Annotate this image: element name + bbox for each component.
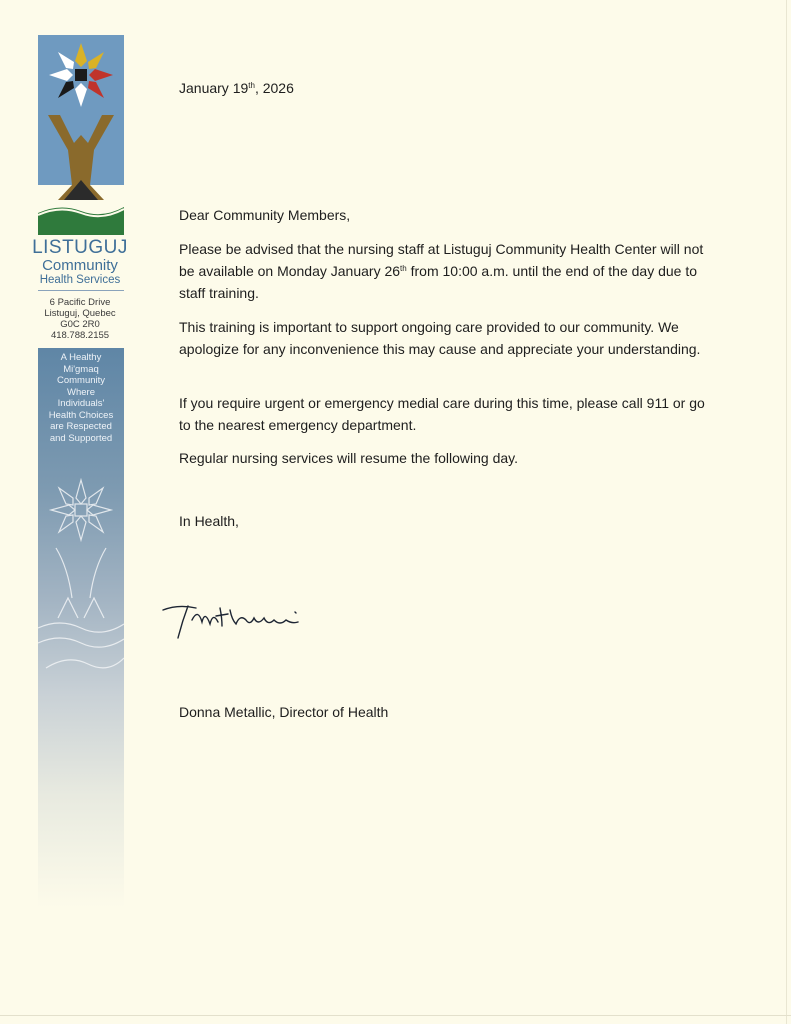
motto-line: Health Choices <box>48 409 114 421</box>
address-line: 6 Pacific Drive <box>49 297 111 308</box>
date-ordinal: th <box>248 81 255 90</box>
paragraph-text: from 10:00 a.m. until the end of the day due to staff training. <box>179 263 698 301</box>
phone-number: 418.788.2155 <box>50 330 110 341</box>
org-motto <box>38 352 124 444</box>
listuguj-logo <box>38 35 124 235</box>
date-ordinal: th <box>400 264 407 273</box>
motto-line: and Supported <box>49 432 113 444</box>
letter-date <box>179 80 294 96</box>
address-line: G0C 2R0 <box>60 319 100 330</box>
org-name-line1: LISTUGUJ <box>32 237 128 258</box>
closing: In Health, <box>179 513 239 529</box>
paragraph-text: Please be advised that the nursing staff at Listuguj Community Health Center will not be available on Monday January 26 <box>179 241 704 279</box>
org-name-line2: Community <box>42 257 118 274</box>
org-address <box>32 297 128 341</box>
sidebar-watermark-art <box>38 478 124 678</box>
org-name-line3: Health Services <box>39 274 121 286</box>
eight-point-star <box>49 43 113 107</box>
sidebar-divider <box>38 290 124 291</box>
motto-line: are Respected <box>50 421 112 432</box>
motto-line: Where <box>67 386 95 398</box>
motto-line: Individuals' <box>57 398 105 409</box>
paragraph-resume-notice: Regular nursing services will resume the following day. <box>179 450 519 466</box>
motto-line: Mi'gmaq <box>63 363 99 375</box>
paragraph-apology: This training is important to support ongoing care provided to our community. We apologize for any inconvenience this may cause and appreciate your understanding. <box>179 319 701 357</box>
salutation: Dear Community Members, <box>179 207 351 223</box>
date-text: January 19 <box>179 80 249 96</box>
paragraph-emergency-info: If you require urgent or emergency medial care during this time, please call 911 or go to the nearest emergency department. <box>179 395 705 433</box>
organization-name <box>32 238 128 287</box>
address-line: Listuguj, Quebec <box>44 308 116 319</box>
signer-name: Donna Metallic, Director of Health <box>179 704 389 720</box>
page-edge-bottom <box>0 1015 791 1016</box>
paragraph-closure-notice <box>179 238 719 304</box>
page-edge-right <box>786 0 787 1024</box>
motto-line: Community <box>56 375 106 386</box>
handwritten-signature <box>158 600 308 645</box>
date-year: , 2026 <box>254 80 294 96</box>
motto-line: A Healthy <box>60 352 102 363</box>
